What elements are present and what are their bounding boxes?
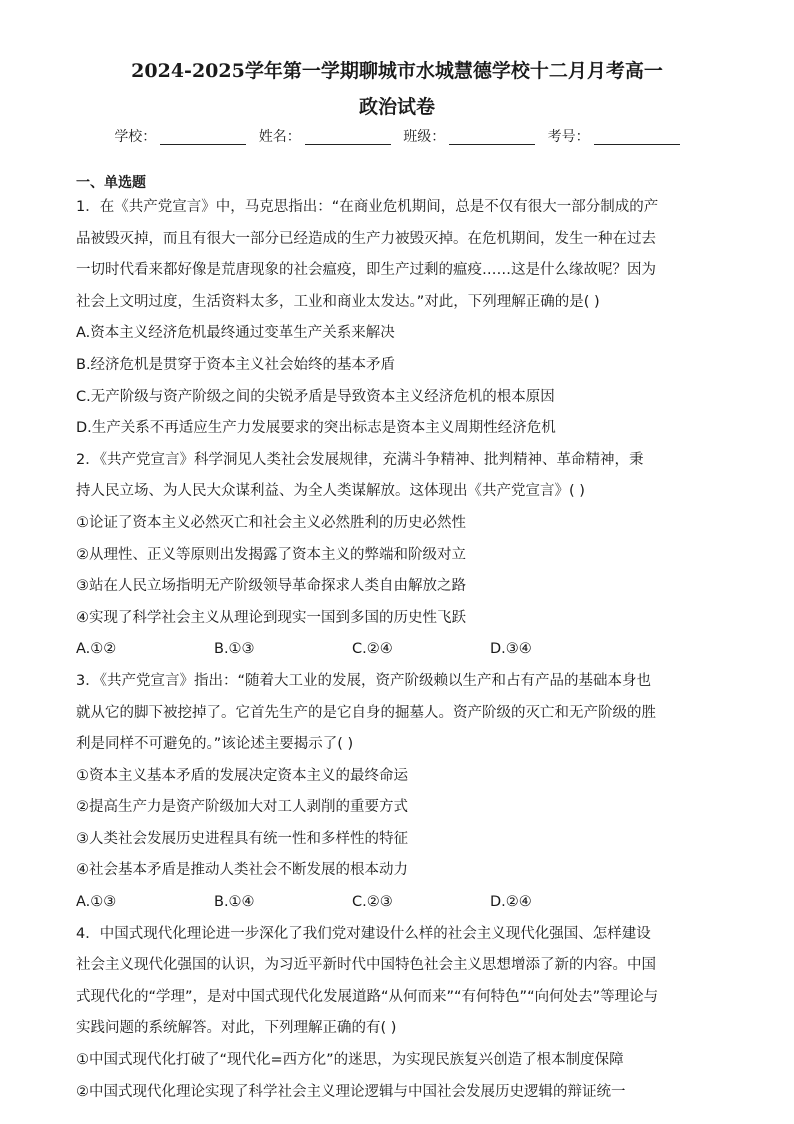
question-stem-line: 实践问题的系统解答。对此，下列理解正确的有( ) — [76, 1020, 397, 1037]
question-stem-line: 2．《共产党宣言》科学洞见人类社会发展规律，充满斗争精神、批判精神、革命精神，秉 — [76, 451, 644, 468]
statement-item: ①论证了资本主义必然灭亡和社会主义必然胜利的历史必然性 — [76, 514, 466, 531]
answer-option: C.②③ — [352, 894, 393, 911]
answer-choice: D.生产关系不再适应生产力发展要求的突出标志是资本主义周期性经济危机 — [76, 420, 556, 437]
statement-item: ②从理性、正义等原则出发揭露了资本主义的弊端和阶级对立 — [76, 546, 466, 563]
statement-item: ①资本主义基本矛盾的发展决定资本主义的最终命运 — [76, 767, 408, 784]
question-2 — [76, 445, 716, 666]
exam-number-label: 考号： — [547, 129, 590, 145]
answer-option: B.①④ — [214, 894, 255, 911]
answer-options-row — [76, 634, 716, 666]
question-stem-line: 利是同样不可避免的。”该论述主要揭示了( ) — [76, 736, 354, 753]
question-stem-line: 社会主义现代化强国的认识，为习近平新时代中国特色社会主义思想增添了新的内容。中国 — [76, 957, 656, 974]
answer-option: A.①② — [76, 641, 117, 658]
answer-choice: C.无产阶级与资产阶级之间的尖锐矛盾是导致资本主义经济危机的根本原因 — [76, 388, 555, 405]
question-1 — [76, 192, 716, 445]
school-blank — [160, 128, 246, 145]
answer-option: A.①③ — [76, 894, 117, 911]
question-stem-line: 4．中国式现代化理论进一步深化了我们党对建设什么样的社会主义现代化强国、怎样建设 — [76, 925, 651, 942]
exam-title: 2024-2025学年第一学期聊城市水城慧德学校十二月月考高一 — [131, 60, 663, 82]
questions-body — [76, 192, 716, 1108]
statement-item: ④实现了科学社会主义从理论到现实一国到多国的历史性飞跃 — [76, 609, 466, 626]
statement-item: ②提高生产力是资产阶级加大对工人剥削的重要方式 — [76, 799, 408, 816]
answer-option: B.①③ — [214, 641, 255, 658]
question-stem-line: 1．在《共产党宣言》中，马克思指出：“在商业危机期间，总是不仅有很大一部分制成的产 — [76, 199, 659, 215]
question-stem-line: 持人民立场、为人民大众谋利益、为全人类谋解放。这体现出《共产党宣言》( ) — [76, 483, 585, 500]
statement-item: ②中国式现代化理论实现了科学社会主义理论逻辑与中国社会发展历史逻辑的辩证统一 — [76, 1083, 626, 1100]
school-label: 学校： — [114, 129, 157, 145]
question-stem-line: 3．《共产党宣言》指出：“随着大工业的发展，资产阶级赖以生产和占有产品的基础本身也 — [76, 672, 651, 689]
answer-options-row — [76, 887, 716, 919]
section-heading: 一、单选题 — [76, 175, 146, 191]
name-blank — [305, 128, 391, 145]
statement-item: ④社会基本矛盾是推动人类社会不断发展的根本动力 — [76, 862, 408, 879]
question-stem-line: 就从它的脚下被挖掉了。它首先生产的是它自身的掘墓人。资产阶级的灭亡和无产阶级的胜 — [76, 704, 656, 721]
answer-choice: B.经济危机是贯穿于资本主义社会始终的基本矛盾 — [76, 356, 396, 373]
exam-number-blank — [594, 128, 680, 145]
statement-item: ③人类社会发展历史进程具有统一性和多样性的特征 — [76, 830, 408, 847]
question-4 — [76, 919, 716, 1109]
class-label: 班级： — [403, 129, 446, 145]
question-stem-line: 品被毁灭掉，而且有很大一部分已经造成的生产力被毁灭掉。在危机期间，发生一种在过去 — [76, 230, 656, 247]
question-stem-line: 一切时代看来都好像是荒唐现象的社会瘟疫，即生产过剩的瘟疫……这是什么缘故呢？因为 — [76, 262, 656, 279]
student-info-row — [0, 126, 794, 148]
answer-choice: A.资本主义经济危机最终通过变革生产关系来解决 — [76, 325, 395, 342]
exam-subtitle: 政治试卷 — [358, 96, 435, 118]
statement-item: ①中国式现代化打破了“现代化=西方化”的迷思，为实现民族复兴创造了根本制度保障 — [76, 1052, 624, 1069]
class-blank — [449, 128, 535, 145]
statement-item: ③站在人民立场指明无产阶级领导革命探求人类自由解放之路 — [76, 578, 466, 595]
answer-option: C.②④ — [352, 641, 393, 658]
question-stem-line: 式现代化的“学理”，是对中国式现代化发展道路“从何而来”“有何特色”“向何处去”等理论与 — [76, 988, 659, 1005]
question-stem-line: 社会上文明过度，生活资料太多，工业和商业太发达。”对此，下列理解正确的是( ) — [76, 293, 600, 310]
question-3 — [76, 666, 716, 919]
answer-option: D.③④ — [490, 641, 532, 658]
answer-option: D.②④ — [490, 894, 532, 911]
name-label: 姓名： — [258, 129, 301, 145]
